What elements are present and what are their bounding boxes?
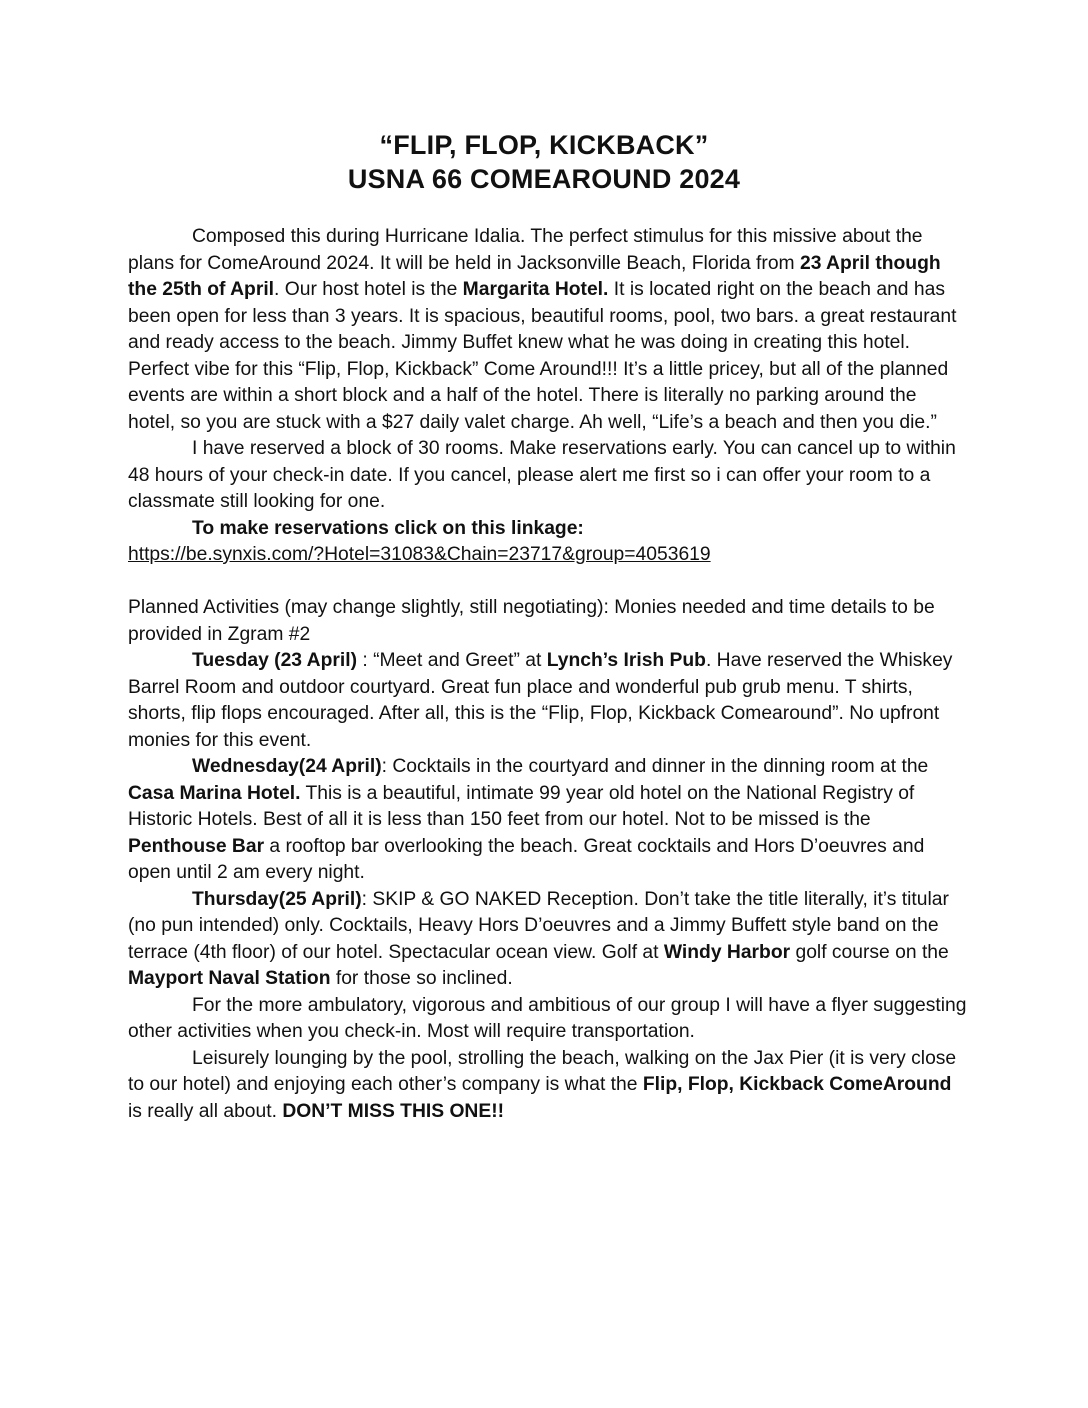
comearound-name: Flip, Flop, Kickback ComeAround bbox=[642, 1074, 952, 1095]
ambulatory-paragraph: For the more ambulatory, vigorous and ambitious of our group I will have a flyer suggesting other activities when you check-in. Most will require transportation. bbox=[128, 994, 967, 1042]
closing-paragraph bbox=[128, 1046, 968, 1126]
title-line-2: USNA 66 COMEAROUND 2024 bbox=[347, 164, 741, 194]
tuesday-venue: Lynch’s Irish Pub bbox=[546, 650, 706, 671]
thursday-text-3: for those so inclined. bbox=[330, 968, 513, 989]
tuesday-day: Tuesday (23 April) bbox=[192, 650, 363, 671]
intro-text-3: It is located right on the beach and has been open for less than 3 years. It is spacious, beautiful rooms, pool, two bars. a great restaurant and ready access to the beach. Jimmy Buffet knew what he was doing in creating this hotel. Perfect vibe for this “Flip, Flop, Kickback” Come Around!!! It’s a little pricey, but all of the planned events are within a short block and a half of the hotel. There is literally no parking around the hotel, so you are stuck with a $27 daily valet charge. Ah well, “Life’s a beach and then you die.” bbox=[128, 279, 957, 433]
wednesday-text-1: : Cocktails in the courtyard and dinner in the dinning room at the bbox=[381, 756, 929, 777]
penthouse-bar: Penthouse Bar bbox=[128, 835, 265, 857]
document-body bbox=[128, 224, 968, 1125]
closing-text-2: is really all about. bbox=[128, 1100, 283, 1122]
intro-text-2: . Our host hotel is the bbox=[274, 279, 463, 300]
tuesday-text-2: . Have reserved the Whiskey Barrel Room and outdoor courtyard. Great fun place and wonderful pub grub menu. T shirts, shorts, flip flops encouraged. After all, this is the “Flip, Flop, Kickback Comearound”. No upfront monies for this event. bbox=[128, 650, 953, 751]
wednesday-paragraph bbox=[128, 754, 968, 887]
intro-paragraph bbox=[128, 224, 968, 436]
tuesday-text-1: : “Meet and Greet” at bbox=[362, 650, 547, 671]
reservation-link[interactable]: https://be.synxis.com/?Hotel=31083&Chain=23717&group=4053619 bbox=[128, 544, 711, 565]
tuesday-paragraph bbox=[128, 648, 968, 754]
reservation-link-prompt: To make reservations click on this linkage: bbox=[192, 517, 584, 539]
golf-course: Windy Harbor bbox=[663, 941, 791, 963]
wednesday-text-3: a rooftop bar overlooking the beach. Great cocktails and Hors D’oeuvres and open until 2 am every night. bbox=[128, 835, 925, 883]
event-dates: 23 April though the 25th of April bbox=[128, 252, 941, 300]
thursday-text-1: : SKIP & GO NAKED Reception. Don’t take the title literally, it’s titular (no pun intended) only. Cocktails, Heavy Hors D’oeuvres and a Jimmy Buffett style band on the terrace (4th floor) of our hotel. Spectacular ocean view. Golf at bbox=[128, 888, 949, 963]
closing-shout: DON’T MISS THIS ONE!! bbox=[282, 1100, 505, 1122]
reservation-paragraph: I have reserved a block of 30 rooms. Make reservations early. You can cancel up to within 48 hours of your check-in date. If you cancel, please alert me first so i can offer your room to a classmate still looking for one. bbox=[128, 438, 956, 512]
thursday-day: Thursday(25 April) bbox=[192, 888, 362, 910]
wednesday-venue: Casa Marina Hotel. bbox=[128, 782, 301, 804]
host-hotel-name: Margarita Hotel. bbox=[462, 279, 609, 300]
title-line-1: “FLIP, FLOP, KICKBACK” bbox=[379, 130, 709, 160]
thursday-text-2: golf course on the bbox=[790, 941, 949, 963]
naval-station: Mayport Naval Station bbox=[128, 968, 331, 989]
wednesday-day: Wednesday(24 April) bbox=[192, 756, 382, 777]
paragraph-gap bbox=[128, 569, 968, 596]
closing-text-1: Leisurely lounging by the pool, strolling the beach, walking on the Jax Pier (it is very close to our hotel) and enjoying each other’s company is what the bbox=[128, 1047, 957, 1095]
activities-heading: Planned Activities (may change slightly, still negotiating): Monies needed and time details to be provided in Zgram #2 bbox=[128, 597, 935, 645]
wednesday-text-2: This is a beautiful, intimate 99 year old hotel on the National Registry of Historic Hotels. Best of all it is less than 150 feet from our hotel. Not to be missed is the bbox=[128, 782, 915, 830]
thursday-paragraph bbox=[128, 887, 968, 993]
document-title bbox=[0, 128, 1088, 196]
intro-text-1: Composed this during Hurricane Idalia. The perfect stimulus for this missive about the plans for ComeAround 2024. It will be held in Jacksonville Beach, Florida from bbox=[128, 226, 923, 274]
reservation-link-line bbox=[128, 542, 968, 569]
